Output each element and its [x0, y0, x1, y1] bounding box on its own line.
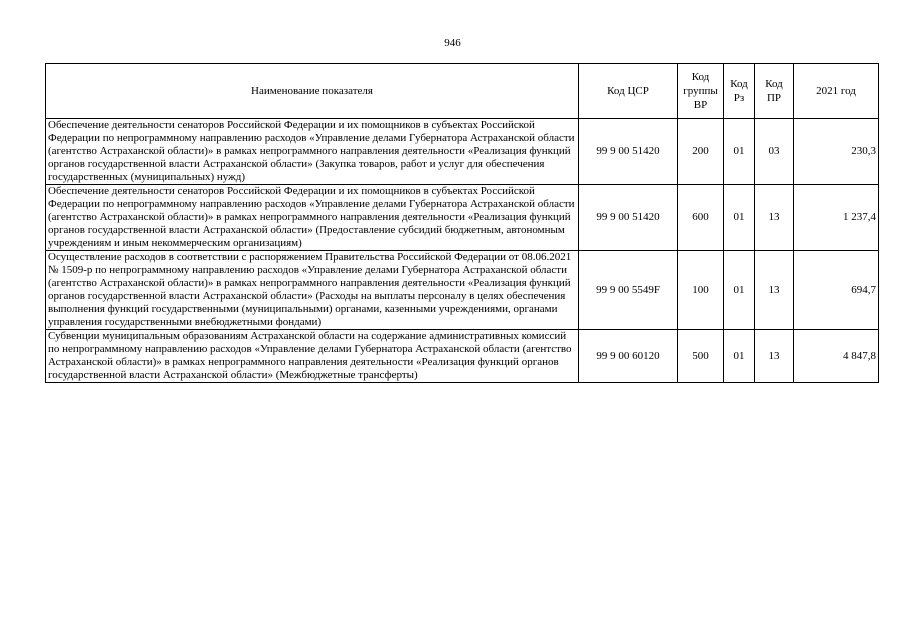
- row-rz-code: 01: [724, 185, 755, 251]
- row-rz-code: 01: [724, 330, 755, 383]
- header-vr-group-code: Код группы ВР: [678, 64, 724, 119]
- table-row: [46, 330, 879, 383]
- row-amount: 694,7: [794, 251, 879, 330]
- row-vr-code: 600: [678, 185, 724, 251]
- table-row: [46, 251, 879, 330]
- header-year: 2021 год: [794, 64, 879, 119]
- page-number: 946: [444, 37, 461, 49]
- row-amount: 4 847,8: [794, 330, 879, 383]
- row-amount: 1 237,4: [794, 185, 879, 251]
- row-csr-code: 99 9 00 5549F: [579, 251, 678, 330]
- row-name: Осуществление расходов в соответствии с распоряжением Правительства Российской Федерации от 08.06.2021 № 1509-р по непрограммному направлению расходов «Управление делами Губернатора Астраханской области (агентство Астраханской области)» в рамках непрограммного направления деятельности «Реализация функций органов государственной власти Астраханской области» (Расходы на выплаты персоналу в целях обеспечения выполнения функций государственными (муниципальными) органами, казенными учреждениями, органами управления государственными внебюджетными фондами): [46, 251, 579, 330]
- header-name: Наименование показателя: [46, 64, 579, 119]
- row-pr-code: 03: [755, 119, 794, 185]
- header-rz-code: Код Рз: [724, 64, 755, 119]
- table-row: [46, 119, 879, 185]
- row-vr-code: 100: [678, 251, 724, 330]
- row-vr-code: 500: [678, 330, 724, 383]
- header-csr-code: Код ЦСР: [579, 64, 678, 119]
- row-pr-code: 13: [755, 185, 794, 251]
- row-csr-code: 99 9 00 51420: [579, 119, 678, 185]
- budget-table: [45, 63, 879, 383]
- table-row: [46, 185, 879, 251]
- table-header-row: [46, 64, 879, 119]
- row-rz-code: 01: [724, 251, 755, 330]
- row-rz-code: 01: [724, 119, 755, 185]
- row-csr-code: 99 9 00 51420: [579, 185, 678, 251]
- row-amount: 230,3: [794, 119, 879, 185]
- row-name: Обеспечение деятельности сенаторов Российской Федерации и их помощников в субъектах Российской Федерации по непрограммному направлению расходов «Управление делами Губернатора Астраханской области (агентство Астраханской области)» в рамках непрограммного направления деятельности «Реализация функций органов государственной власти Астраханской области» (Предоставление субсидий бюджетным, автономным учреждениям и иным некоммерческим организациям): [46, 185, 579, 251]
- header-pr-code: Код ПР: [755, 64, 794, 119]
- row-pr-code: 13: [755, 251, 794, 330]
- row-name: Обеспечение деятельности сенаторов Российской Федерации и их помощников в субъектах Российской Федерации по непрограммному направлению расходов «Управление делами Губернатора Астраханской области (агентство Астраханской области)» в рамках непрограммного направления деятельности «Реализация функций органов государственной власти Астраханской области» (Закупка товаров, работ и услуг для обеспечения государственных (муниципальных) нужд): [46, 119, 579, 185]
- row-pr-code: 13: [755, 330, 794, 383]
- row-name: Субвенции муниципальным образованиям Астраханской области на содержание административных комиссий по непрограммному направлению расходов «Управление делами Губернатора Астраханской области (агентство Астраханской области)» в рамках непрограммного направления деятельности «Реализация функций органов государственной власти Астраханской области» (Межбюджетные трансферты): [46, 330, 579, 383]
- row-vr-code: 200: [678, 119, 724, 185]
- row-csr-code: 99 9 00 60120: [579, 330, 678, 383]
